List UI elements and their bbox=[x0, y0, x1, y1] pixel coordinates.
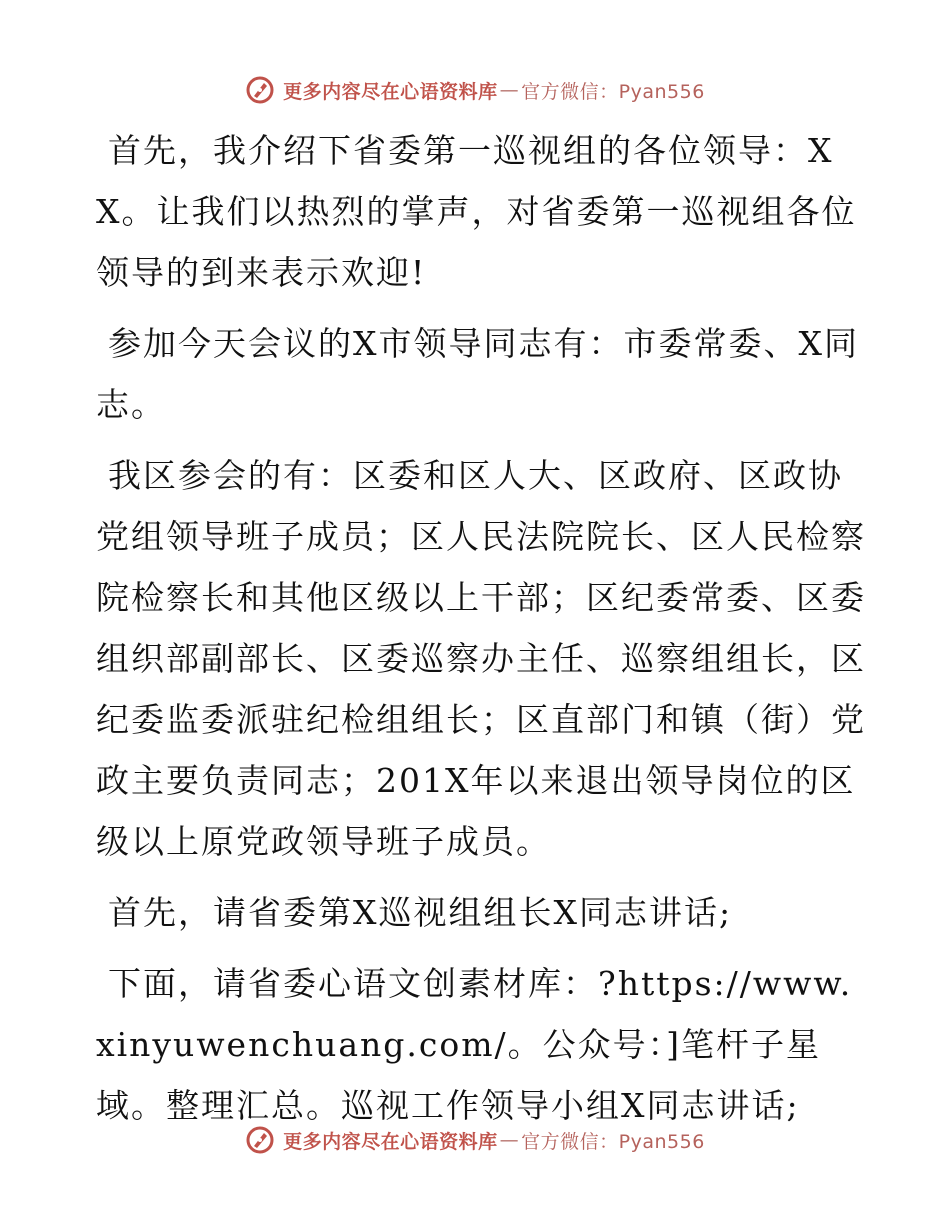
paragraph-district-attendees: 我区参会的有：区委和区人大、区政府、区政协党组领导班子成员；区人民法院院长、区人民检察院检察长和其他区级以上干部；区纪委常委、区委组织部副部长、区委巡察办主任、巡察组组长，区纪委监委派驻纪检组组长；区直部门和镇（街）党政主要负责同志；201X年以来退出领导岗位的区级以上原党政领导班子成员。 bbox=[96, 456, 866, 861]
footer-watermark bbox=[0, 1120, 950, 1160]
paragraph-city-leaders: 参加今天会议的X市领导同志有：市委常委、X同志。 bbox=[96, 324, 859, 424]
watermark-main-text: 更多内容尽在心语资料库 bbox=[283, 80, 498, 103]
watermark-wechat-text: 官方微信：Pyan556 bbox=[521, 1130, 705, 1153]
pen-logo-icon bbox=[245, 75, 275, 105]
pen-logo-icon bbox=[245, 1125, 275, 1155]
watermark-main-text: 更多内容尽在心语资料库 bbox=[283, 1130, 498, 1153]
document-body bbox=[96, 120, 866, 1146]
paragraph-second-speaker: 下面，请省委心语文创素材库：?https://www.xinyuwenchuang.com/。公众号：]笔杆子星域。整理汇总。巡视工作领导小组X同志讲话; bbox=[96, 964, 853, 1125]
paragraph-first-speaker: 首先，请省委第X巡视组组长X同志讲话; bbox=[108, 893, 733, 932]
header-watermark bbox=[0, 70, 950, 110]
watermark-dash: — bbox=[499, 79, 520, 101]
watermark-dash: — bbox=[499, 1129, 520, 1151]
paragraph-introduction: 首先，我介绍下省委第一巡视组的各位领导：XX。让我们以热烈的掌声，对省委第一巡视组各位领导的到来表示欢迎! bbox=[96, 131, 857, 292]
watermark-wechat-text: 官方微信：Pyan556 bbox=[521, 80, 705, 103]
